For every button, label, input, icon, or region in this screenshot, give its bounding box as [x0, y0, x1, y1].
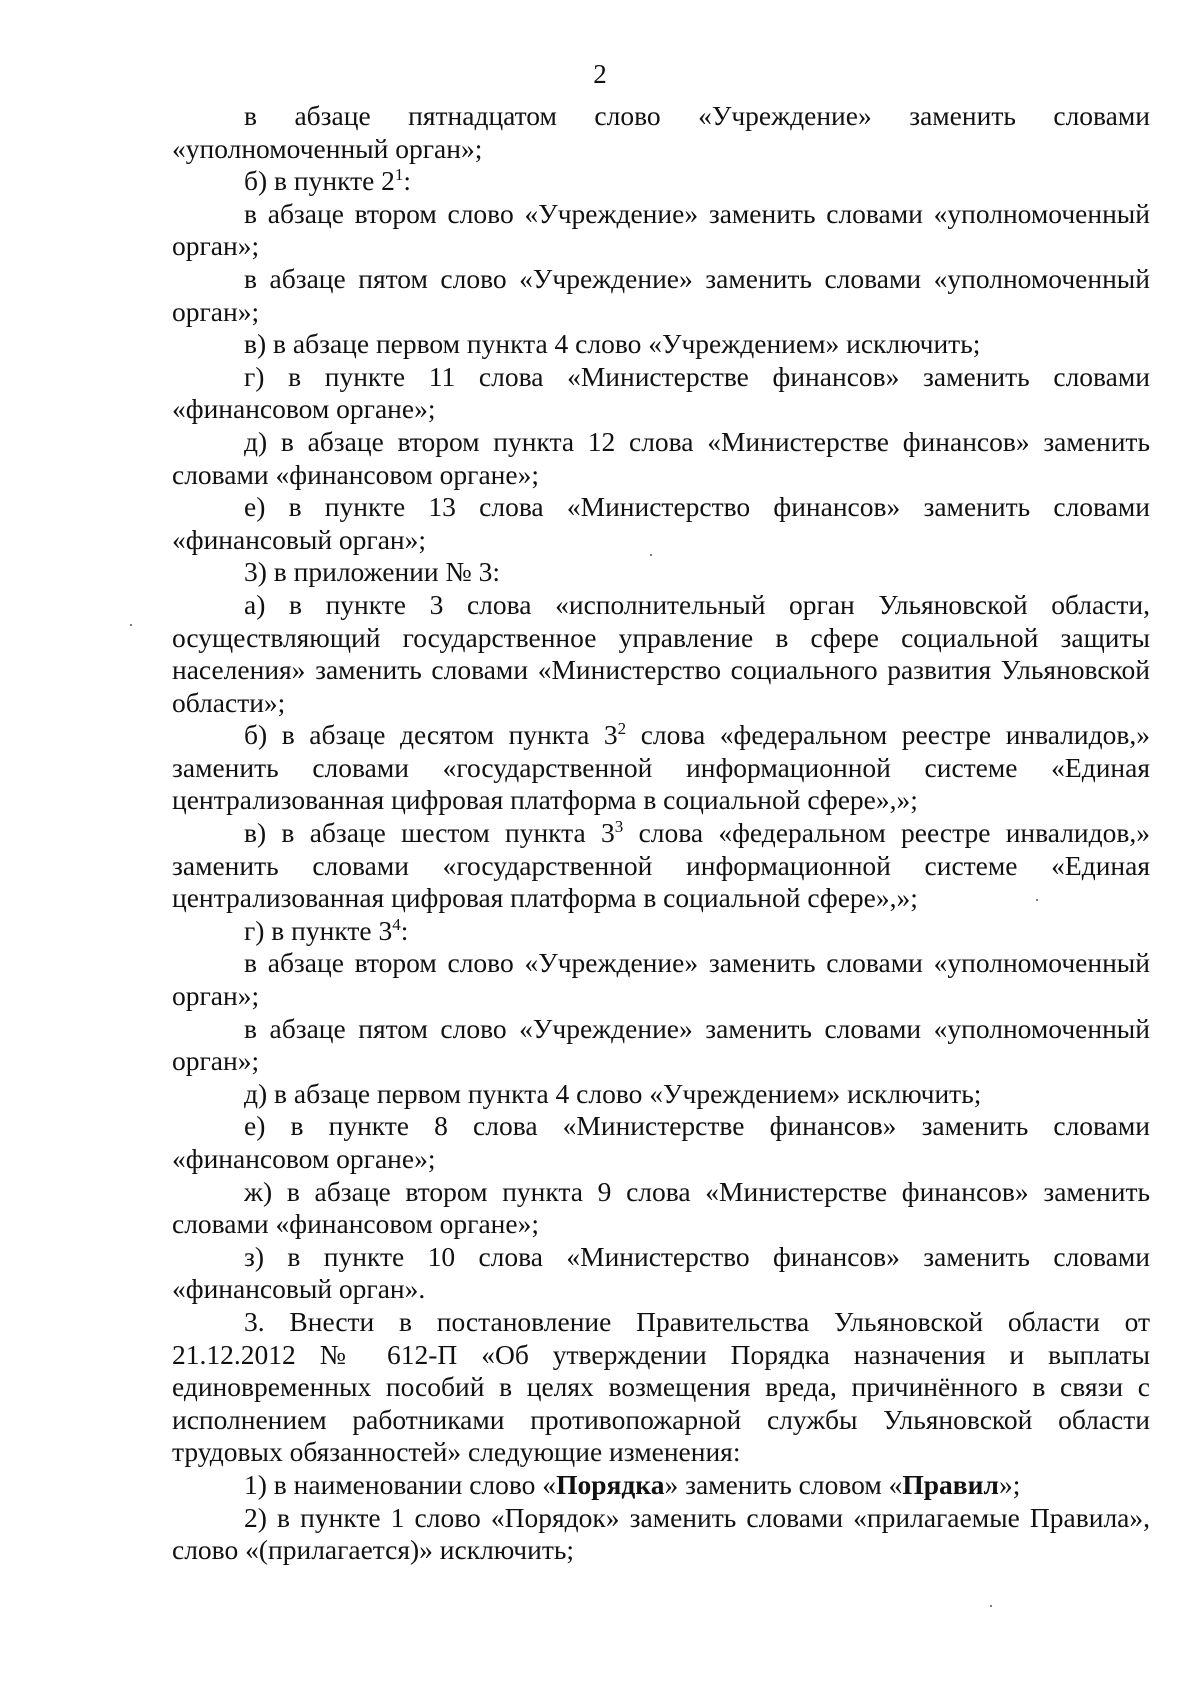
paragraph: 2) в пункте 1 слово «Порядок» заменить словами «прилагаемые Правила», слово «(прилагается)» исключить;: [172, 1501, 1150, 1566]
paragraph: б) в пункте $2^1$:: [244, 165, 412, 197]
paragraph: ж) в абзаце втором пункта 9 слова «Министерстве финансов» заменить словами «финансовом органе»;: [172, 1175, 1150, 1240]
paragraph: в абзаце пятнадцатом слово «Учреждение» заменить словами «уполномоченный орган»;: [172, 100, 1150, 164]
scan-speck: [1036, 899, 1038, 901]
paragraph: д) в абзаце первом пункта 4 слово «Учреждением» исключить;: [244, 1077, 982, 1109]
paragraph: 3) в приложении № 3:: [244, 556, 500, 588]
paragraph: 3. Внести в постановление Правительства Ульяновской области от 21.12.2012 № 612-П «Об утверждении Порядка назначения и выплаты единовременных пособий в целях возмещения вреда, причинённого в связи с исполнением работниками противопожарной службы Ульяновской области трудовых обязанностей» следующие изменения:: [172, 1305, 1150, 1468]
paragraph: 1) в наименовании слово «Порядка» заменить словом «Правил»;: [244, 1468, 1021, 1500]
paragraph: а) в пункте 3 слова «исполнительный орган Ульяновской области, осуществляющий государственное управление в сфере социальной защиты населения» заменить словами «Министерство социального развития Ульяновской области»;: [172, 588, 1150, 718]
paragraph: в) в абзаце первом пункта 4 слово «Учреждением» исключить;: [244, 328, 981, 360]
paragraph: в абзаце втором слово «Учреждение» заменить словами «уполномоченный орган»;: [172, 947, 1150, 1012]
scan-speck: [130, 624, 132, 626]
paragraph: б) в абзаце десятом пункта $3^2$ слова «федеральном реестре инвалидов,» заменить словами «государственной информационной системе «Единая централизованная цифровая платформа в социальной сфере»,»;: [172, 719, 1150, 816]
paragraph: г) в пункте 11 слова «Министерстве финансов» заменить словами «финансовом органе»;: [172, 360, 1150, 425]
scan-speck: [990, 1605, 992, 1607]
paragraph: г) в пункте $3^4$:: [244, 914, 409, 946]
scan-speck: [650, 554, 652, 556]
paragraph: д) в абзаце втором пункта 12 слова «Министерстве финансов» заменить словами «финансовом органе»;: [172, 425, 1150, 490]
paragraph: в абзаце пятом слово «Учреждение» заменить словами «уполномоченный орган»;: [172, 1012, 1150, 1077]
document-body: [172, 100, 1150, 1567]
paragraph: в абзаце втором слово «Учреждение» заменить словами «уполномоченный орган»;: [172, 197, 1150, 262]
paragraph: з) в пункте 10 слова «Министерство финансов» заменить словами «финансовый орган».: [172, 1240, 1150, 1305]
paragraph: е) в пункте 13 слова «Министерство финансов» заменить словами «финансовый орган»;: [172, 491, 1150, 555]
paragraph: в) в абзаце шестом пункта $3^3$ слова «федеральном реестре инвалидов,» заменить словами «государственной информационной системе «Единая централизованная цифровая платформа в социальной сфере»,»;: [172, 816, 1150, 914]
paragraph: в абзаце пятом слово «Учреждение» заменить словами «уполномоченный орган»;: [172, 262, 1150, 327]
paragraph: е) в пункте 8 слова «Министерстве финансов» заменить словами «финансовом органе»;: [172, 1110, 1150, 1174]
page-number: 2: [593, 59, 607, 89]
